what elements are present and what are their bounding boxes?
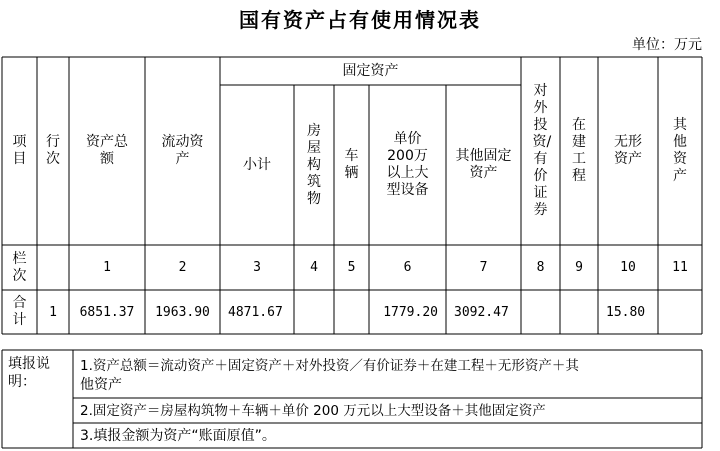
column-row-label: 栏次: [12, 250, 27, 284]
header-construction: 在建工程: [572, 117, 586, 184]
column-no-6: 6: [403, 260, 412, 275]
header-item: 项目: [12, 134, 27, 167]
note-line-1: 1.资产总额＝流动资产＋固定资产＋对外投资／有价证券＋在建工程＋无形资产＋其: [80, 358, 579, 374]
column-no-8: 8: [536, 260, 545, 275]
header-fixed-assets: 固定资产: [342, 62, 399, 79]
intangible-value: 15.80: [606, 304, 646, 320]
header-other-fixed: 其他固定资产: [455, 148, 512, 181]
total-row-label: 合计: [12, 295, 27, 328]
column-no-5: 5: [347, 260, 356, 275]
header-current-assets: 流动资产: [161, 134, 204, 167]
header-total-assets: 资产总额: [86, 134, 128, 167]
buildings-value: [294, 290, 334, 334]
column-no-1: 1: [103, 260, 111, 275]
note-line-1-cont: 他资产: [80, 377, 122, 393]
header-investments: 对外投资/有价证券: [532, 83, 552, 218]
header-vehicles: 车辆: [344, 148, 359, 181]
column-no-4: 4: [310, 260, 318, 275]
construction-value: [560, 290, 598, 334]
header-row-no: 行次: [46, 134, 60, 167]
header-other-assets: 其他资产: [673, 117, 687, 184]
header-intangible: 无形资产: [614, 134, 642, 167]
column-no-10: 10: [620, 260, 636, 275]
column-no-11: 11: [672, 260, 688, 275]
large-equipment-value: 1779.20: [383, 304, 438, 320]
column-no-9: 9: [575, 260, 583, 275]
total-assets-value: 6851.37: [79, 304, 135, 320]
header-large-equipment: 单价200万以上大型设备: [386, 131, 429, 198]
other-assets-value: [658, 290, 702, 334]
other-fixed-value: 3092.47: [454, 304, 509, 320]
column-no-2: 2: [178, 260, 187, 275]
total-row-no: 1: [49, 304, 57, 320]
fixed-subtotal-value: 4871.67: [228, 304, 283, 320]
vehicles-value: [334, 290, 369, 334]
page-title: 国有资产占有使用情况表: [239, 8, 481, 32]
column-no-7: 7: [479, 260, 488, 275]
header-fixed-subtotal: 小计: [243, 156, 271, 173]
note-line-2: 2.固定资产＝房屋构筑物＋车辆＋单价 200 万元以上大型设备＋其他固定资产: [80, 403, 546, 419]
note-line-3: 3.填报金额为资产“账面原值”。: [80, 428, 276, 444]
header-buildings: 房屋构筑物: [307, 122, 321, 207]
current-assets-value: 1963.90: [155, 304, 210, 320]
investments-value: [521, 290, 560, 334]
notes-label: 填报说明：: [8, 356, 50, 390]
unit-label: 单位：万元: [632, 37, 702, 53]
column-no-3: 3: [253, 260, 261, 275]
